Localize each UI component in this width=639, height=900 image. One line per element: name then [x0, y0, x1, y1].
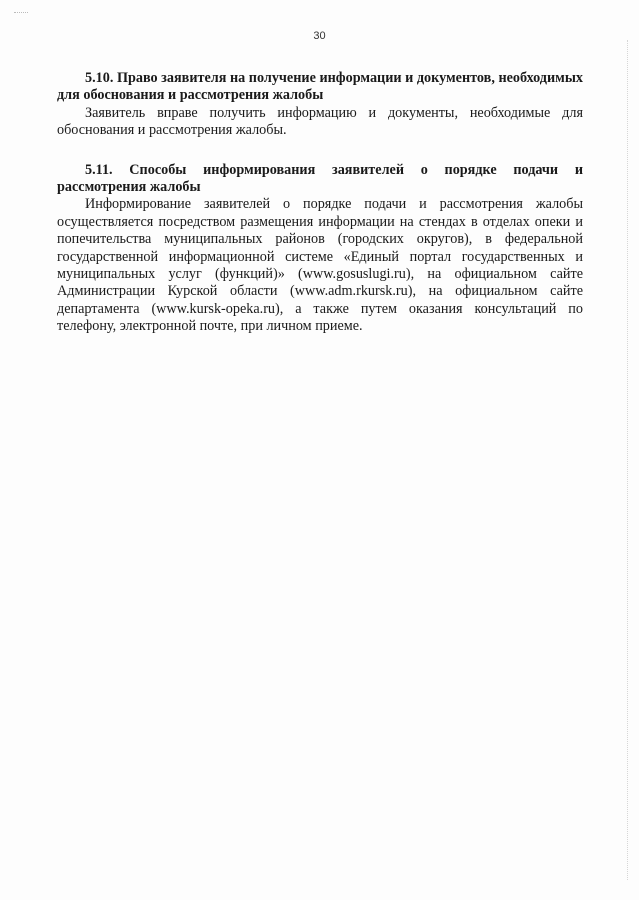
document-body: [57, 70, 583, 358]
section-5-11: [57, 162, 583, 336]
section-heading: 5.11. Способы информирования заявителей о порядке подачи и рассмотрения жалобы: [57, 161, 583, 196]
section-heading: 5.10. Право заявителя на получение информации и документов, необходимых для обоснования и рассмотрения жалобы: [57, 70, 583, 104]
scan-edge-artifact: [627, 40, 629, 880]
page-number: 30: [313, 30, 326, 42]
section-5-10: [57, 70, 583, 140]
scan-artifact: [14, 12, 28, 21]
section-paragraph: Информирование заявителей о порядке подачи и рассмотрения жалобы осуществляется посредством размещения информации на стендах в отделах опеки и попечительства муниципальных районов (городских округов), в федеральной государственной информационной системе «Единый портал государственных и муниципальных услуг (функций)» (www.gosuslugi.ru), на официальном сайте Администрации Курской области (www.adm.rkursk.ru), на официальном сайте департамента (www.kursk-opeka.ru), а также путем оказания консультаций по телефону, электронной почте, при личном приеме.: [57, 196, 583, 335]
section-paragraph: Заявитель вправе получить информацию и документы, необходимые для обоснования и рассмотрения жалобы.: [57, 104, 583, 139]
